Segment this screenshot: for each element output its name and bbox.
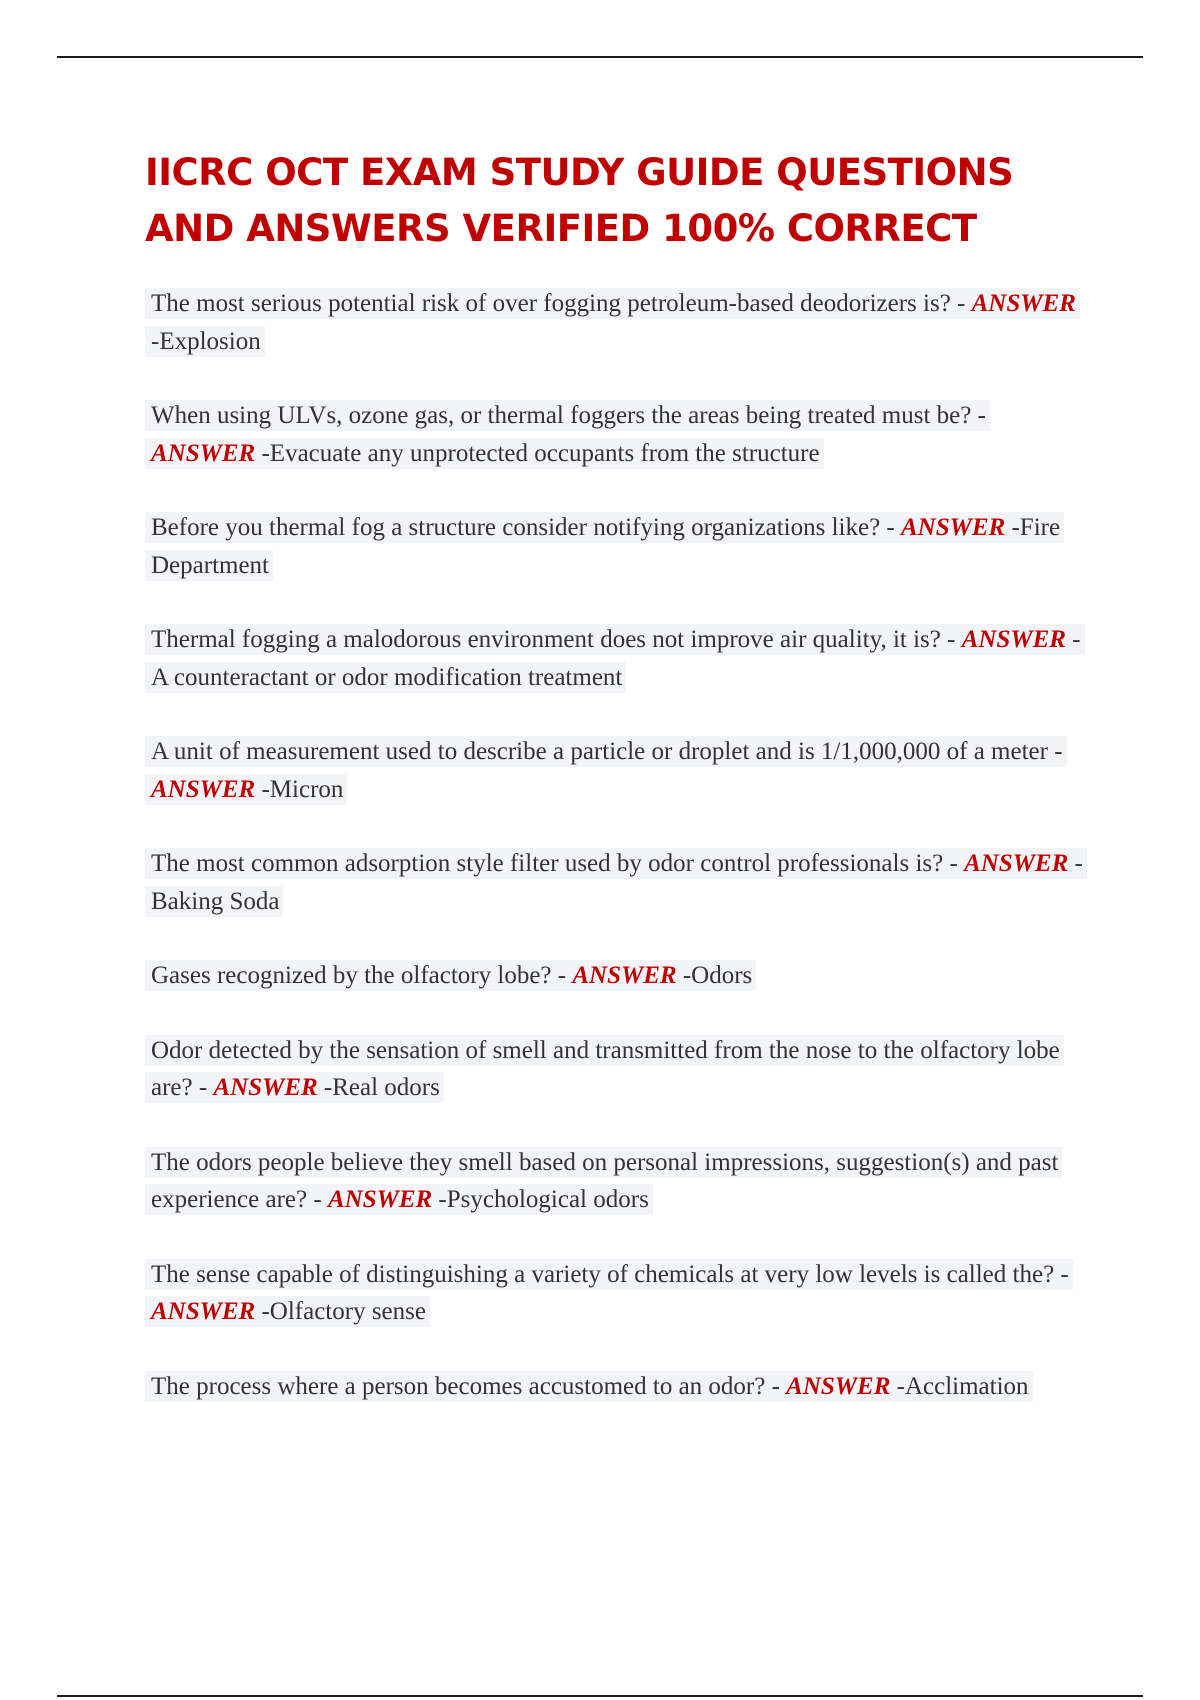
qa-item: [145, 285, 1085, 360]
qa-item: [145, 1256, 1085, 1331]
question-text: Odor detected by the sensation of smell and transmitted from the nose to the olfactory lobe are? -: [151, 1036, 1060, 1101]
answer-label: ANSWER: [961, 626, 1066, 653]
qa-item: [145, 957, 1085, 995]
qa-item: [145, 1368, 1085, 1406]
answer-text: -Psychological odors: [438, 1186, 649, 1213]
qa-list: [145, 285, 1085, 1442]
question-text: Before you thermal fog a structure consider notifying organizations like? -: [151, 514, 895, 541]
qa-item: [145, 397, 1085, 472]
answer-text: -A counteractant or odor modification treatment: [151, 626, 1081, 691]
answer-label: ANSWER: [151, 1298, 256, 1325]
answer-label: ANSWER: [901, 514, 1006, 541]
answer-label: ANSWER: [786, 1372, 891, 1400]
answer-label: ANSWER: [213, 1074, 318, 1101]
bottom-rule: [57, 1695, 1143, 1697]
answer-text: -Real odors: [323, 1074, 440, 1101]
answer-label: ANSWER: [327, 1186, 433, 1213]
qa-item: [145, 621, 1085, 696]
question-text: The most serious potential risk of over fogging petroleum-based deodorizers is? -: [151, 290, 966, 317]
answer-label: ANSWER: [151, 439, 256, 467]
answer-label: ANSWER: [151, 775, 256, 803]
answer-label: ANSWER: [964, 850, 1069, 877]
question-text: Thermal fogging a malodorous environment does not improve air quality, it is? -: [151, 626, 956, 653]
question-text: Gases recognized by the olfactory lobe? -: [151, 962, 567, 989]
question-text: The process where a person becomes accustomed to an odor? -: [151, 1372, 780, 1400]
top-rule: [57, 56, 1143, 58]
answer-text: -Acclimation: [896, 1372, 1029, 1400]
answer-label: ANSWER: [971, 290, 1076, 317]
question-text: The most common adsorption style filter used by odor control professionals is? -: [151, 850, 958, 877]
qa-item: [145, 1144, 1085, 1219]
answer-text: -Baking Soda: [151, 850, 1083, 915]
document-title: IICRC OCT EXAM STUDY GUIDE QUESTIONS AND ANSWERS VERIFIED 100% CORRECT: [145, 151, 1014, 250]
question-text: The sense capable of distinguishing a variety of chemicals at very low levels is called the? -: [151, 1260, 1069, 1288]
question-text: A unit of measurement used to describe a particle or droplet and is 1/1,000,000 of a meter -: [151, 738, 1063, 765]
qa-item: [145, 1032, 1085, 1107]
question-text: The odors people believe they smell based on personal impressions, suggestion(s) and past experience are? -: [151, 1148, 1059, 1213]
answer-text: -Fire Department: [151, 514, 1061, 579]
qa-item: [145, 733, 1085, 808]
answer-text: -Odors: [682, 962, 753, 989]
answer-text: -Evacuate any unprotected occupants from the structure: [261, 439, 820, 467]
qa-item: [145, 845, 1085, 920]
answer-text: -Olfactory sense: [261, 1298, 426, 1325]
qa-item: [145, 509, 1085, 584]
question-text: When using ULVs, ozone gas, or thermal foggers the areas being treated must be? -: [151, 402, 986, 429]
answer-label: ANSWER: [572, 962, 677, 989]
answer-text: -Explosion: [151, 327, 261, 355]
answer-text: -Micron: [261, 775, 344, 803]
